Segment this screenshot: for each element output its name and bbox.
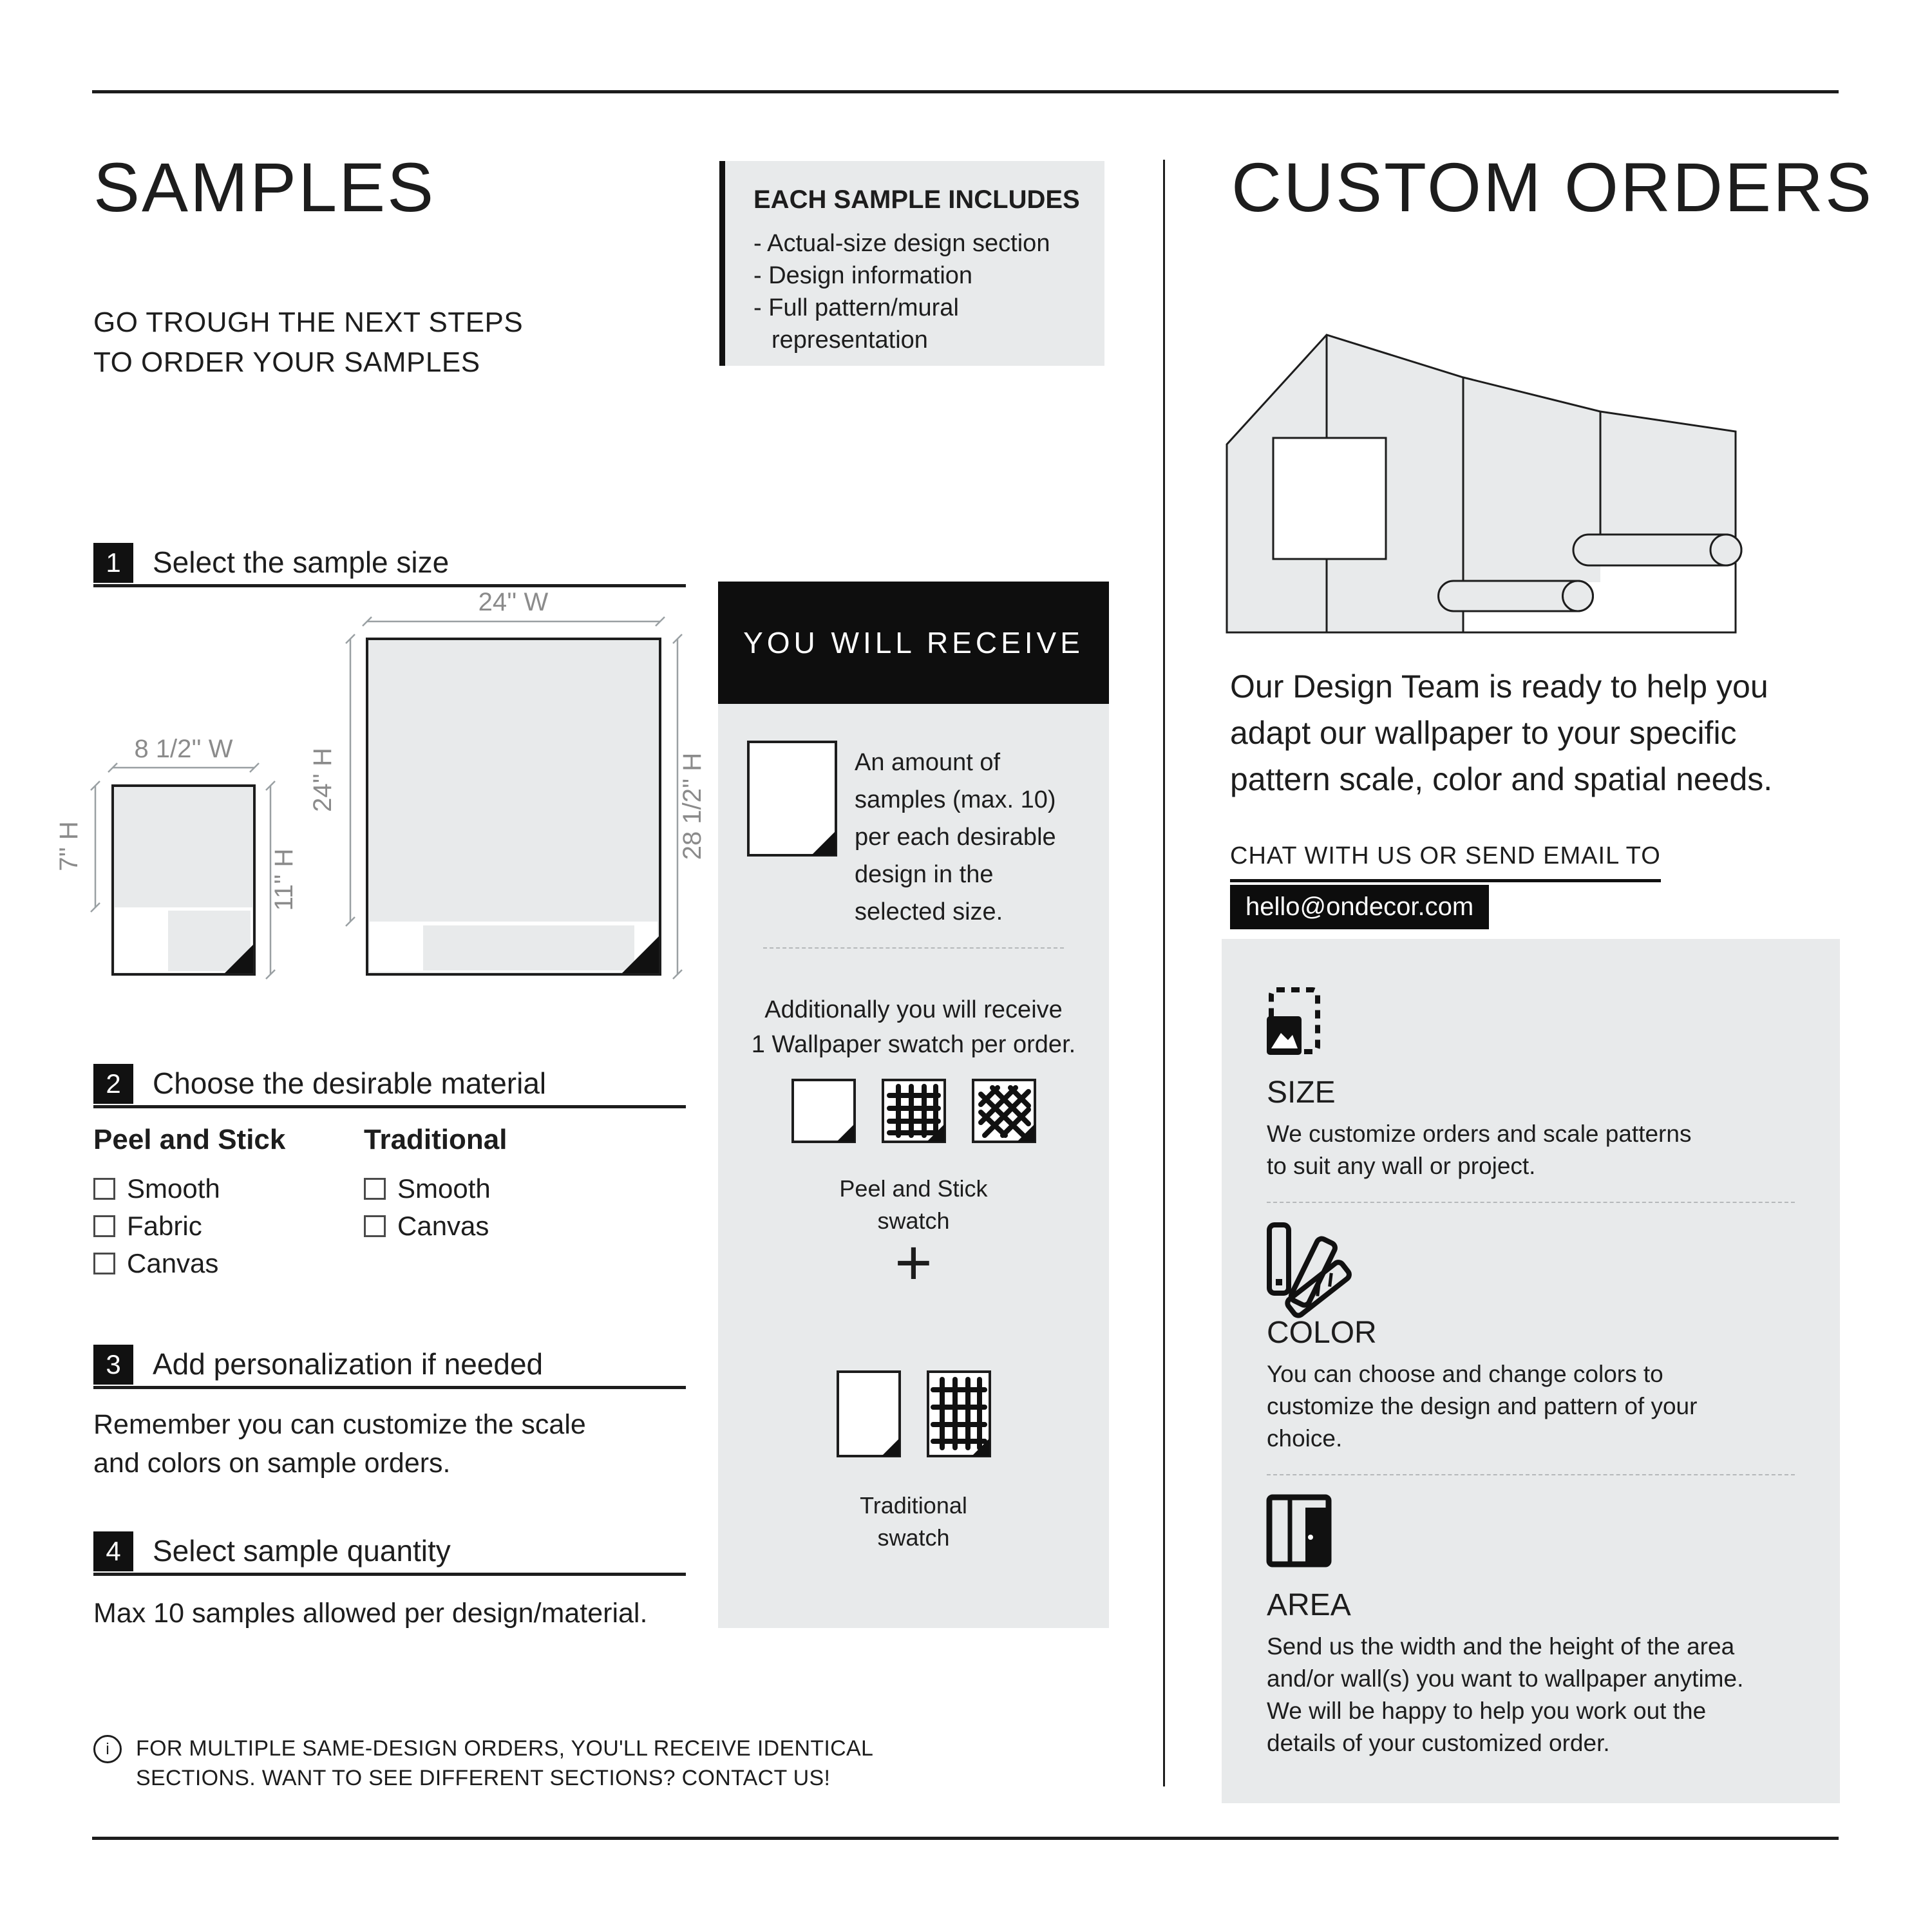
material-option — [93, 1170, 285, 1208]
custom-orders-panel — [1222, 939, 1840, 1803]
you-will-receive-banner: YOU WILL RECEIVE — [718, 582, 1109, 704]
step1-title: Select the sample size — [153, 545, 450, 579]
dashed-divider — [1267, 1202, 1795, 1203]
large-width-label: 24'' W — [478, 588, 549, 616]
material-option — [93, 1208, 285, 1245]
samples-title: SAMPLES — [93, 148, 436, 226]
checkbox-icon — [364, 1215, 386, 1237]
additional-note — [718, 992, 1109, 1062]
color-section-title: COLOR — [1267, 1316, 1377, 1350]
includes-item: - Full pattern/mural representation — [753, 294, 959, 354]
color-section-line: You can choose and change colors to — [1267, 1361, 1663, 1387]
small-left-height-label: 7'' H — [55, 821, 83, 871]
step3-number-badge: 3 — [93, 1345, 133, 1385]
step3-note-line: and colors on sample orders. — [93, 1448, 451, 1479]
step3-header — [93, 1345, 686, 1389]
you-will-receive-panel — [718, 704, 1109, 1628]
area-section-line: details of your customized order. — [1267, 1730, 1610, 1756]
sample-size-diagram — [55, 588, 715, 987]
receive-desc-line: samples (max. 10) — [855, 786, 1056, 813]
sample-page-icon — [747, 741, 837, 857]
plain-swatch-icon — [791, 1079, 856, 1143]
each-sample-includes-box — [719, 161, 1104, 366]
column-divider — [1163, 160, 1165, 1786]
checkbox-icon — [364, 1178, 386, 1200]
bottom-rule — [92, 1837, 1839, 1840]
footer-note-lines — [136, 1734, 873, 1793]
material-option-label: Smooth — [397, 1173, 491, 1204]
checkbox-icon — [93, 1178, 115, 1200]
step3-note-line: Remember you can customize the scale — [93, 1409, 586, 1440]
receive-desc-line: per each desirable — [855, 824, 1056, 851]
large-right-height-label: 28 1/2'' H — [678, 752, 706, 860]
custom-desc-line: pattern scale, color and spatial needs. — [1230, 761, 1773, 797]
info-icon: i — [93, 1735, 122, 1763]
size-section-line: We customize orders and scale patterns — [1267, 1121, 1692, 1147]
dashed-divider — [1267, 1474, 1795, 1475]
color-section-line: customize the design and pattern of your — [1267, 1393, 1698, 1419]
traditional-swatch-label-line: Traditional — [860, 1492, 967, 1519]
material-option-label: Canvas — [397, 1211, 489, 1241]
area-section-line: Send us the width and the height of the area — [1267, 1633, 1735, 1660]
step2-title: Choose the desirable material — [153, 1066, 547, 1100]
area-section-title: AREA — [1267, 1588, 1351, 1622]
color-swatches-icon — [1267, 1222, 1341, 1296]
large-left-height-label: 24'' H — [308, 748, 337, 812]
grid-swatch-icon — [882, 1079, 946, 1143]
size-section-line: to suit any wall or project. — [1267, 1153, 1536, 1179]
includes-title: EACH SAMPLE INCLUDES — [753, 185, 1080, 214]
plus-sign: + — [895, 1227, 933, 1299]
dashed-divider — [763, 947, 1064, 949]
step3-note — [93, 1405, 586, 1482]
material-option-label: Fabric — [127, 1211, 202, 1241]
includes-item: - Actual-size design section — [753, 230, 1050, 257]
step3-title: Add personalization if needed — [153, 1347, 544, 1381]
step4-number-badge: 4 — [93, 1531, 133, 1571]
material-column-traditional — [364, 1124, 507, 1245]
intro-line: GO TROUGH THE NEXT STEPS — [93, 307, 524, 338]
chat-row — [1230, 842, 1661, 882]
window — [1273, 438, 1386, 559]
large-sample-inner-swatch — [423, 925, 634, 971]
top-rule — [92, 90, 1839, 93]
step4-note: Max 10 samples allowed per design/material. — [93, 1598, 648, 1629]
custom-orders-description — [1230, 663, 1772, 802]
samples-intro — [93, 303, 523, 383]
custom-desc-line: Our Design Team is ready to help you — [1230, 668, 1768, 705]
intro-line: TO ORDER YOUR SAMPLES — [93, 346, 480, 378]
chat-with-us-label: CHAT WITH US OR SEND EMAIL TO — [1230, 842, 1661, 882]
traditional-swatch-row — [718, 1370, 1109, 1457]
step2-header — [93, 1064, 686, 1108]
small-right-height-label: 11'' H — [270, 848, 298, 911]
step4-title: Select sample quantity — [153, 1534, 451, 1567]
grid-swatch-icon — [927, 1370, 991, 1457]
receive-desc-line: selected size. — [855, 898, 1003, 925]
receive-description — [855, 744, 1099, 931]
peel-and-stick-title: Peel and Stick — [93, 1124, 286, 1155]
size-crop-icon — [1267, 985, 1321, 1056]
receive-desc-line: An amount of — [855, 749, 1001, 776]
material-option — [93, 1245, 285, 1282]
material-option — [364, 1208, 507, 1245]
step2-number-badge: 2 — [93, 1064, 133, 1104]
wall-door-area-icon — [1267, 1495, 1331, 1569]
checkbox-icon — [93, 1253, 115, 1274]
custom-orders-title: CUSTOM ORDERS — [1231, 148, 1874, 226]
step1-number-badge: 1 — [93, 543, 133, 583]
traditional-swatch-label — [718, 1490, 1109, 1554]
material-column-peel — [93, 1124, 285, 1282]
step1-header — [93, 543, 686, 587]
additional-note-line: Additionally you will receive — [764, 996, 1063, 1023]
peel-swatch-row — [718, 1079, 1109, 1143]
material-option-label: Canvas — [127, 1248, 219, 1278]
receive-desc-line: design in the — [855, 861, 994, 888]
area-section-line: We will be happy to help you work out the — [1267, 1698, 1707, 1724]
footer-note-line: FOR MULTIPLE SAME-DESIGN ORDERS, YOU'LL RECEIVE IDENTICAL — [136, 1736, 874, 1761]
material-option-label: Smooth — [127, 1173, 220, 1204]
email-row — [1230, 885, 1489, 929]
includes-item: - Design information — [753, 262, 973, 289]
small-width-label: 8 1/2'' W — [134, 735, 233, 763]
size-section-title: SIZE — [1267, 1075, 1336, 1110]
color-section-line: choice. — [1267, 1425, 1343, 1452]
email-link[interactable]: hello@ondecor.com — [1230, 885, 1489, 929]
custom-desc-line: adapt our wallpaper to your specific — [1230, 715, 1737, 751]
peel-swatch-label-line: swatch — [877, 1208, 950, 1234]
crosshatch-swatch-icon — [972, 1079, 1036, 1143]
plain-swatch-icon — [837, 1370, 901, 1457]
traditional-title: Traditional — [364, 1124, 507, 1155]
area-section-line: and/or wall(s) you want to wallpaper anytime. — [1267, 1665, 1744, 1692]
traditional-swatch-label-line: swatch — [877, 1524, 950, 1551]
step4-header — [93, 1531, 686, 1576]
peel-swatch-label-line: Peel and Stick — [839, 1175, 988, 1202]
additional-note-line: 1 Wallpaper swatch per order. — [751, 1031, 1076, 1058]
checkbox-icon — [93, 1215, 115, 1237]
footer-note — [93, 1734, 873, 1793]
house-wallpaper-illustration — [1227, 330, 1739, 638]
material-option — [364, 1170, 507, 1208]
footer-note-line: SECTIONS. WANT TO SEE DIFFERENT SECTIONS? CONTACT US! — [136, 1766, 831, 1790]
